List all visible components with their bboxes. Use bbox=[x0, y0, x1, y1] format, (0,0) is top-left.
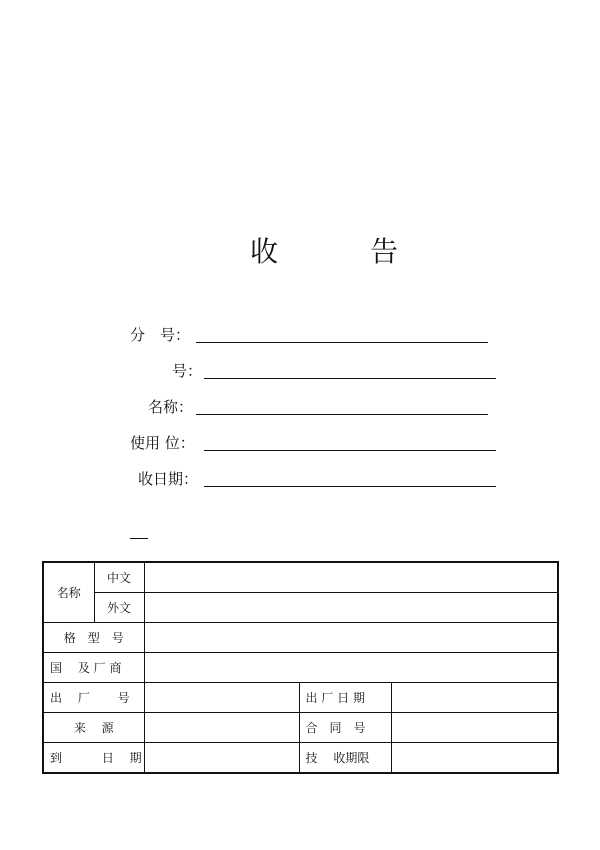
field-line-5[interactable] bbox=[204, 486, 496, 487]
field-line-3[interactable] bbox=[196, 414, 488, 415]
model-label: 格 型 号 bbox=[43, 623, 144, 653]
model-value-cell[interactable] bbox=[144, 623, 558, 653]
contract-value-cell[interactable] bbox=[391, 713, 558, 743]
deadline-label: 技 收期限 bbox=[299, 743, 391, 774]
arrival-value-cell[interactable] bbox=[144, 743, 299, 774]
field-label-4: 使用 位： bbox=[130, 434, 195, 452]
field-label-2: 号： bbox=[172, 362, 203, 380]
field-line-2[interactable] bbox=[204, 378, 496, 379]
field-row-4 bbox=[130, 432, 498, 456]
field-line-4[interactable] bbox=[204, 450, 496, 451]
field-label-1: 分 号： bbox=[130, 326, 191, 344]
country-label: 国 及 厂 商 bbox=[43, 653, 144, 683]
dash-mark bbox=[130, 538, 148, 539]
foreign-label: 外文 bbox=[94, 593, 144, 623]
deadline-value-cell[interactable] bbox=[391, 743, 558, 774]
contract-label: 合 同 号 bbox=[299, 713, 391, 743]
info-table bbox=[42, 561, 559, 774]
chinese-value-cell[interactable] bbox=[144, 562, 558, 593]
field-row-1 bbox=[130, 324, 490, 348]
field-row-5 bbox=[130, 468, 498, 492]
field-line-1[interactable] bbox=[196, 342, 488, 343]
chinese-label: 中文 bbox=[94, 562, 144, 593]
arrival-label: 到 日 期 bbox=[43, 743, 144, 774]
source-value-cell[interactable] bbox=[144, 713, 299, 743]
mfg-date-value-cell[interactable] bbox=[391, 683, 558, 713]
document-title bbox=[0, 232, 600, 272]
serial-label: 出 厂 号 bbox=[43, 683, 144, 713]
title-char-1: 收 bbox=[250, 235, 279, 268]
mfg-date-label: 出 厂 日 期 bbox=[299, 683, 391, 713]
field-label-5: 收日期： bbox=[138, 470, 199, 488]
field-row-2 bbox=[130, 360, 498, 384]
serial-value-cell[interactable] bbox=[144, 683, 299, 713]
field-row-3 bbox=[130, 396, 490, 420]
source-label: 来 源 bbox=[43, 713, 144, 743]
country-value-cell[interactable] bbox=[144, 653, 558, 683]
title-char-2: 告 bbox=[370, 235, 399, 268]
field-label-3: 名称： bbox=[148, 398, 194, 416]
foreign-value-cell[interactable] bbox=[144, 593, 558, 623]
name-header: 名称 bbox=[43, 562, 94, 623]
